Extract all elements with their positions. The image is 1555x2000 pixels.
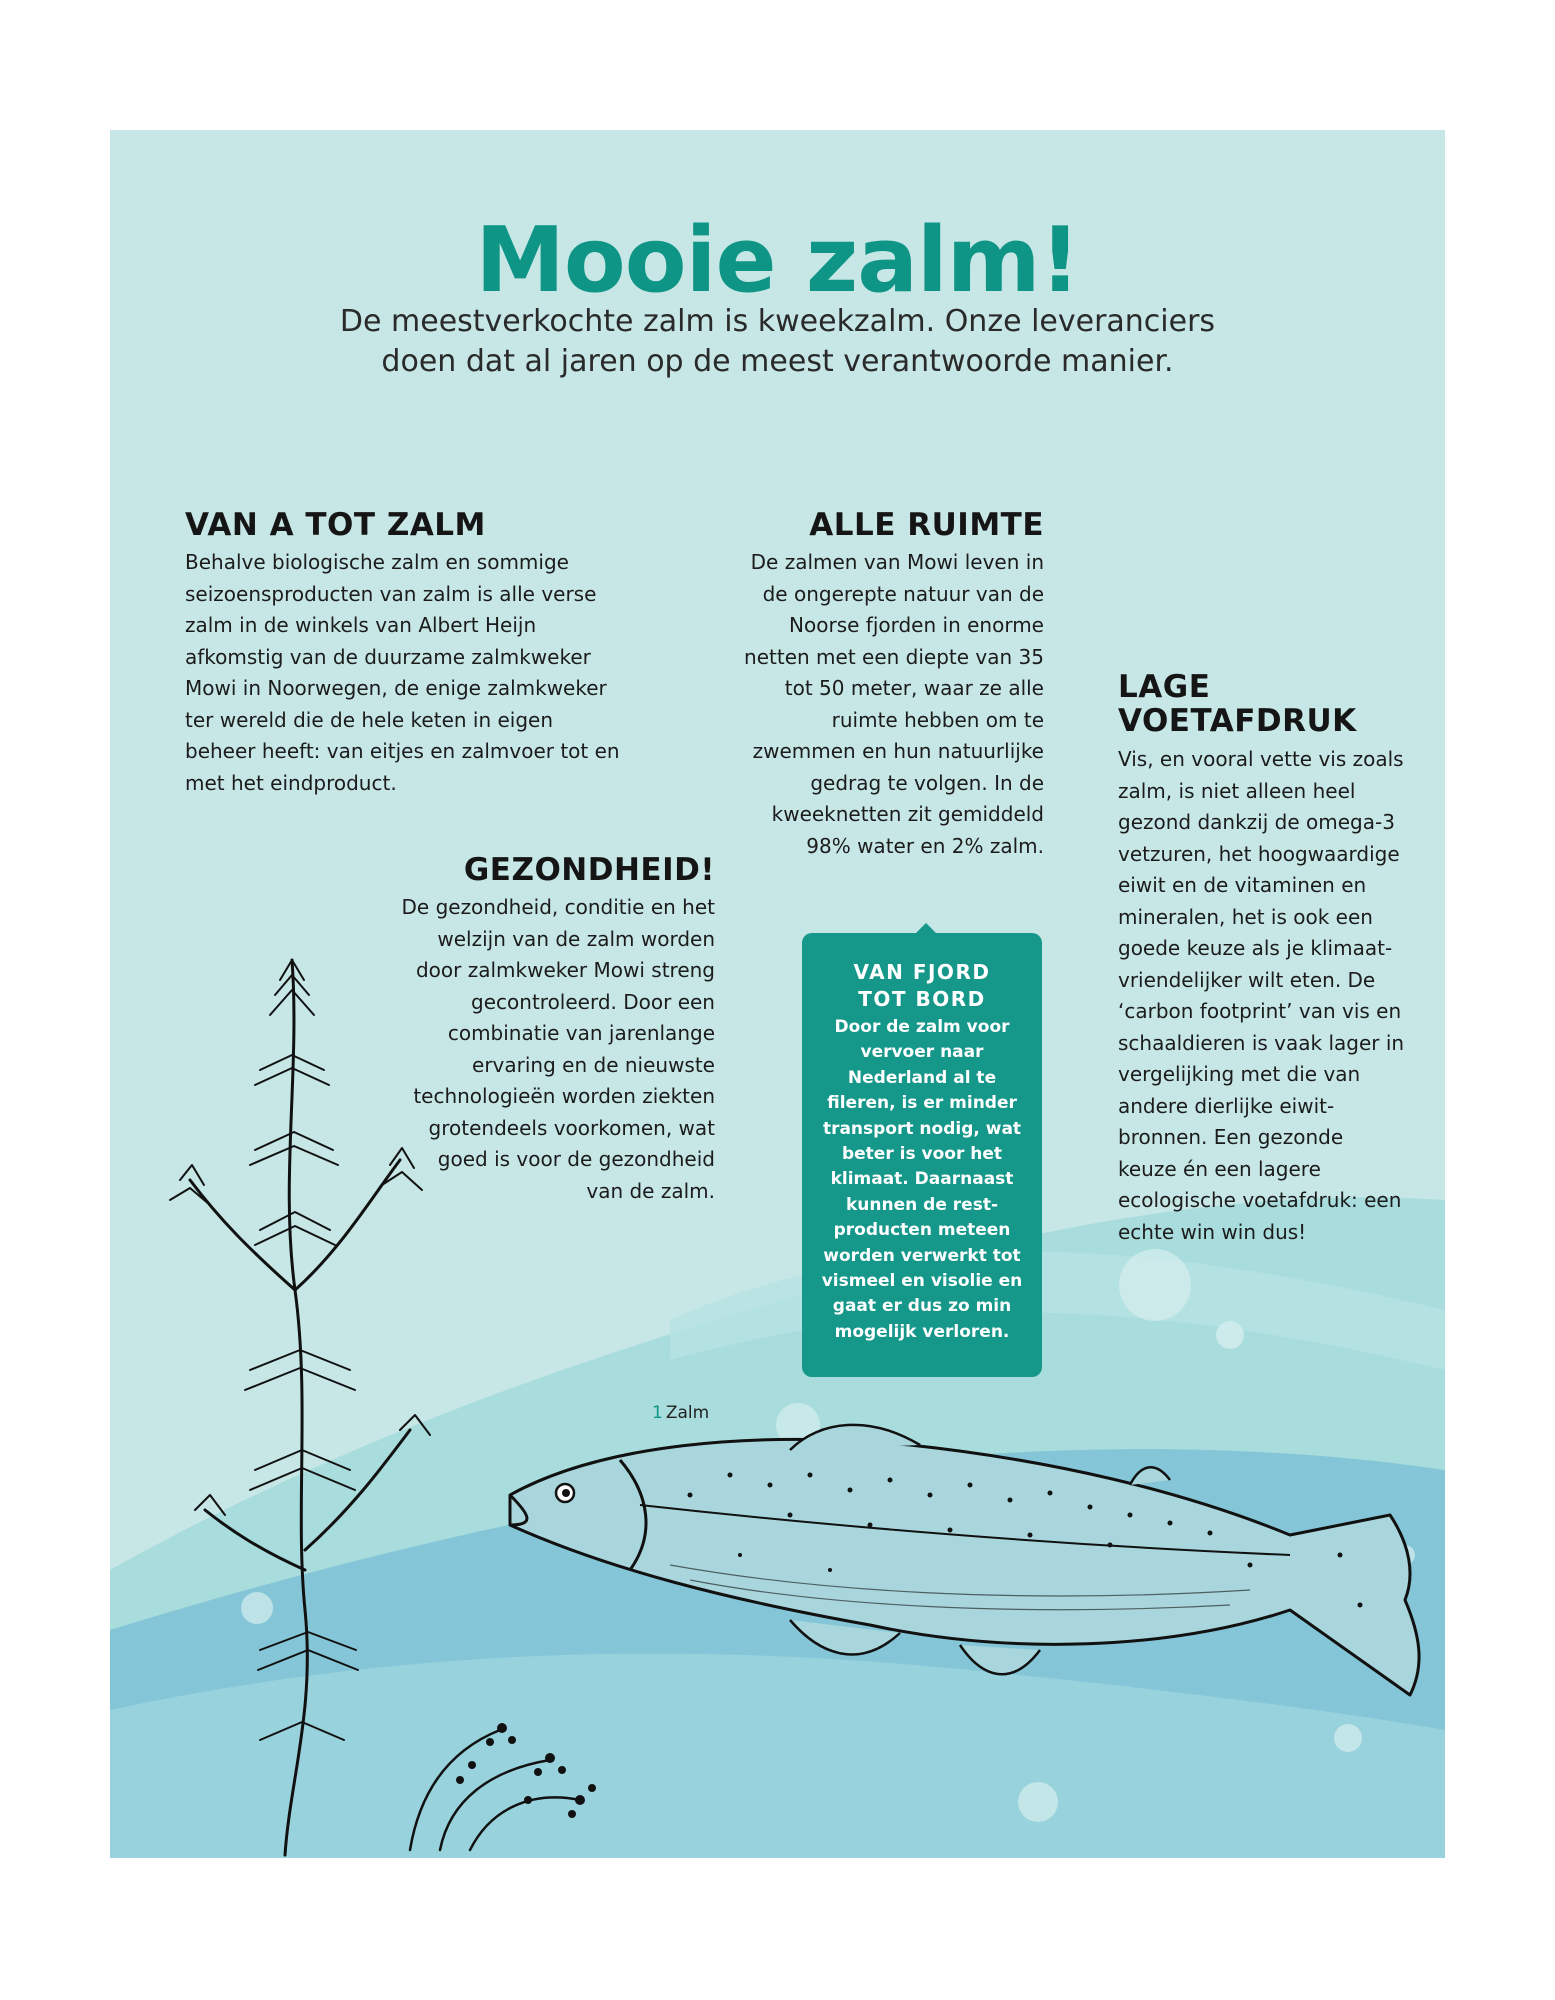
section-heading: VAN A TOT ZALM <box>185 507 486 543</box>
callout-title-line-1: VAN FJORD <box>853 960 991 984</box>
section-body: Vis, en vooral vette vis zoals zalm, is niet alleen heel gezond dankzij de omega-3 vetzuren, het hoogwaardige eiwit en de vitaminen en mineralen, het is ook een goede keuze als je klimaat-vriendelijker wilt eten. De ‘carbon footprint’ van vis en schaaldieren is vaak lager in vergelijking met die van andere dierlijke eiwit-bronnen. Een gezonde keuze én een lagere ecologische voetafdruk: een echte win win dus! <box>1118 747 1405 1244</box>
section-heading: ALLE RUIMTE <box>809 507 1044 543</box>
callout-title-line-2: TOT BORD <box>858 987 986 1011</box>
section-lage-voetafdruk <box>1118 670 1408 1248</box>
callout-body: Door de zalm voor vervoer naar Nederland al te fileren, is er minder transport nodig, wat beter is voor het klimaat. Daarnaast kunnen de rest-producten meteen worden verwerkt tot vismeel en visolie en gaat er dus zo min mogelijk verloren. <box>821 1017 1023 1342</box>
caption-number: 1 <box>652 1403 663 1423</box>
section-body: De zalmen van Mowi leven in de ongerepte natuur van de Noorse fjorden in enorme netten met een diepte van 35 tot 50 meter, waar ze alle ruimte hebben om te zwemmen en hun natuurlijke gedrag te volgen. In de kweeknetten zit gemiddeld 98% water en 2% zalm. <box>744 550 1044 858</box>
subtitle-line-2: doen dat al jaren op de meest verantwoorde manier. <box>381 344 1174 379</box>
page-title: Mooie zalm! <box>475 208 1080 313</box>
section-body: Behalve biologische zalm en sommige seizoensproducten van zalm is alle verse zalm in de winkels van Albert Heijn afkomstig van de duurzame zalmkweker Mowi in Noorwegen, de enige zalmkweker ter wereld die de hele keten in eigen beheer heeft: van eitjes en zalmvoer tot en met het eindproduct. <box>185 550 620 795</box>
callout-title <box>816 959 1028 1013</box>
salmon-illustration <box>490 1405 1445 1735</box>
caption-label: Zalm <box>665 1403 710 1423</box>
heading-line-2: VOETAFDRUK <box>1118 703 1357 739</box>
page-subtitle <box>110 302 1445 382</box>
page-panel <box>110 130 1445 1858</box>
callout-van-fjord-tot-bord <box>802 933 1042 1377</box>
section-heading <box>1118 670 1408 738</box>
heading-line-1: LAGE <box>1118 669 1211 705</box>
section-alle-ruimte <box>732 507 1044 862</box>
section-heading: GEZONDHEID! <box>463 852 715 888</box>
subtitle-line-1: De meestverkochte zalm is kweekzalm. Onze leveranciers <box>339 304 1216 339</box>
section-body: De gezondheid, conditie en het welzijn van de zalm worden door zalmkweker Mowi streng gecontroleerd. Door een combinatie van jarenlange ervaring en de nieuwste technologieën worden ziekten grotendeels voorkomen, wat goed is voor de gezondheid van de zalm. <box>401 895 715 1203</box>
section-van-a-tot-zalm <box>185 507 625 799</box>
